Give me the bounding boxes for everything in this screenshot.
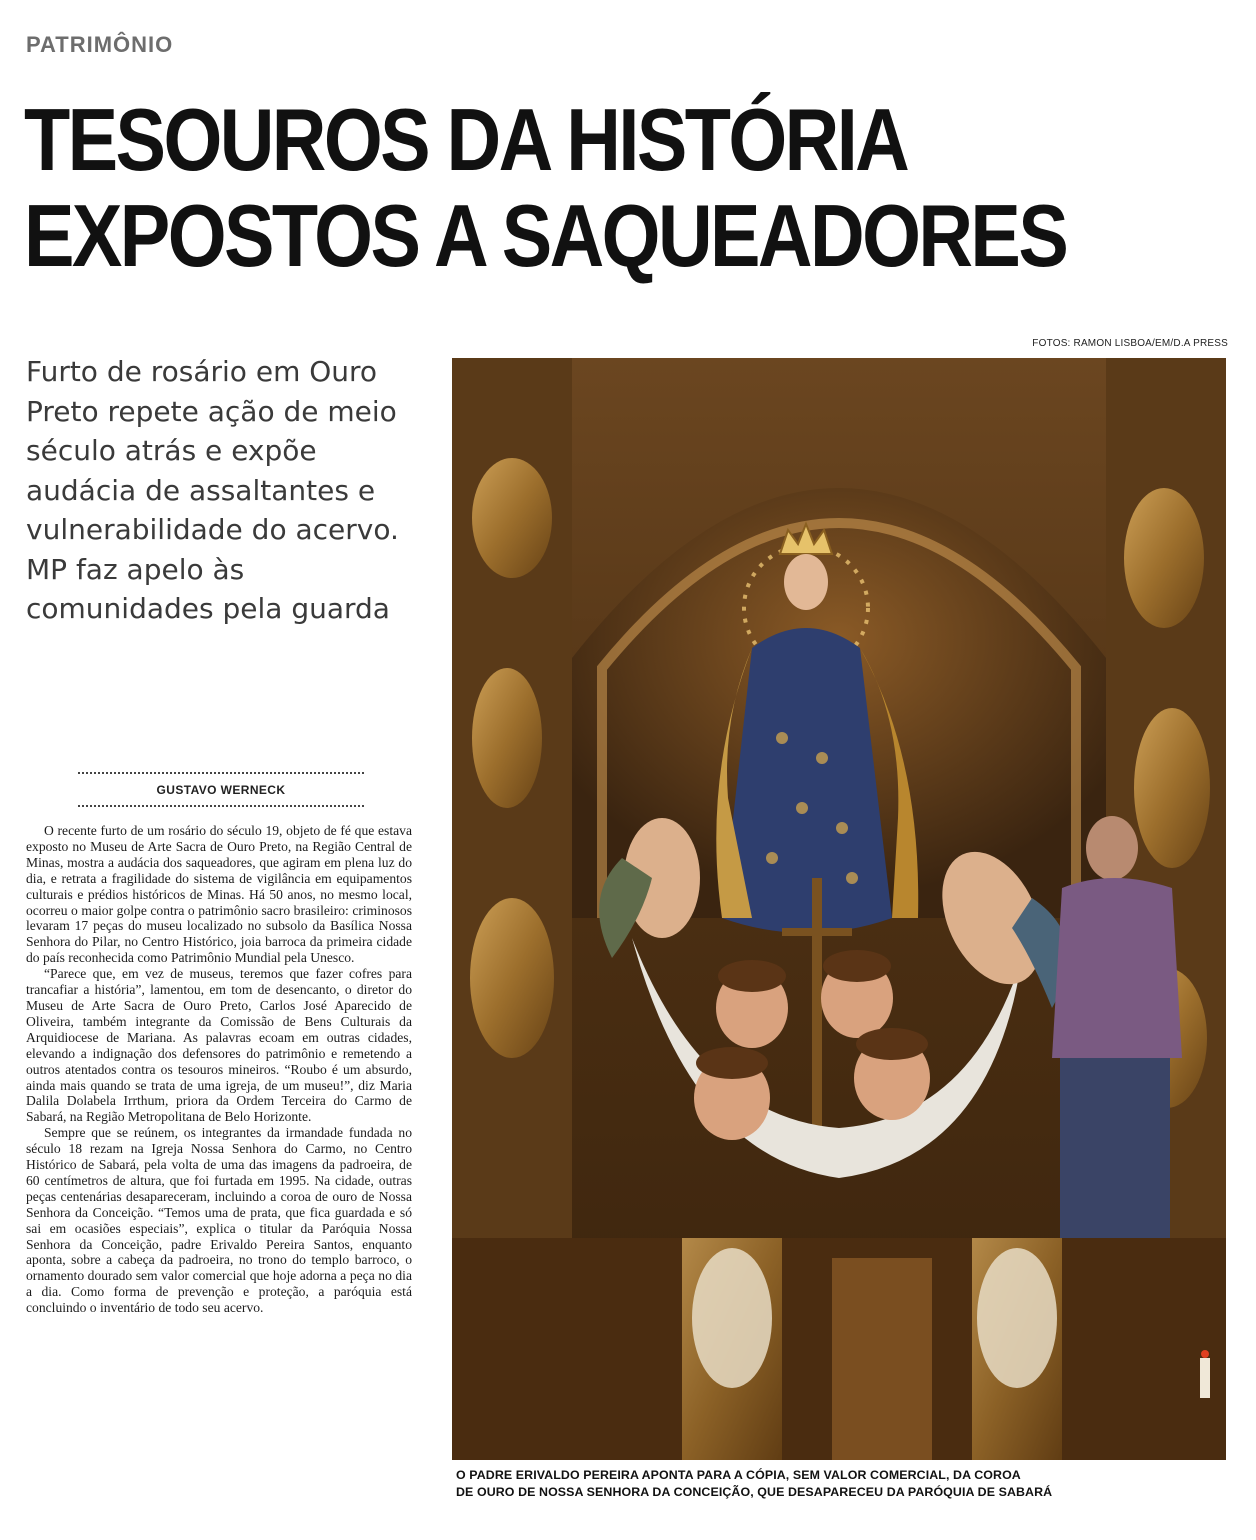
altar-photo (452, 358, 1226, 1460)
body-paragraph-3: Sempre que se reúnem, os integrantes da irmandade fundada no século 18 rezam na Igreja Nossa Senhora do Carmo, no Centro Histórico de Sabará, pela volta de uma das imagens da padroeira, de 60 centímetros de altura, que foi furtada em 1995. Na cidade, outras peças centenárias desapareceram, incluindo a coroa de ouro de Nossa Senhora da Conceição. “Temos uma de prata, que fica guardada e só sai em ocasiões especiais”, explica o titular da Paróquia Nossa Senhora da Conceição, padre Erivaldo Pereira Santos, enquanto aponta, sobre a cabeça da padroeira, no trono do templo barroco, o ornamento dourado sem valor comercial que hoje adorna a peça no dia a dia. Como forma de prevenção e proteção, a paróquia está concluindo o inventário de todo seu acervo. (26, 1125, 412, 1316)
caption-line-1: O PADRE ERIVALDO PEREIRA APONTA PARA A CÓPIA, SEM VALOR COMERCIAL, DA COROA (456, 1468, 1021, 1482)
photo-credit: FOTOS: RAMON LISBOA/EM/D.A PRESS (1032, 338, 1228, 349)
deck-summary: Furto de rosário em Ouro Preto repete ação de meio século atrás e expõe audácia de assaltantes e vulnerabilidade do acervo. MP faz apelo às comunidades pela guarda (26, 355, 399, 625)
caption-line-2: DE OURO DE NOSSA SENHORA DA CONCEIÇÃO, QUE DESAPARECEU DA PARÓQUIA DE SABARÁ (456, 1485, 1053, 1499)
altar-photo-illustration (452, 358, 1226, 1460)
byline-box (78, 772, 364, 807)
body-paragraph-2: “Parece que, em vez de museus, teremos que fazer cofres para trancafiar a história”, lamentou, em tom de desencanto, o diretor do Museu de Arte Sacra de Ouro Preto, Carlos José Aparecido de Oliveira, também integrante da Comissão de Bens Culturais da Arquidiocese de Mariana. As palavras ecoam em outras cidades, elevando a indignação dos defensores do patrimônio e remetendo a outros atentados contra os tesouros mineiros. “Roubo é um absurdo, ainda mais quando se trata de uma igreja, de um museu!”, diz Maria Dalila Dolabela Irrthum, priora da Ordem Terceira do Carmo de Sabará, na Região Metropolitana de Belo Horizonte. (26, 966, 412, 1125)
photo-caption (456, 1467, 1236, 1501)
headline-line-1: TESOUROS DA HISTÓRIA (24, 90, 908, 189)
byline-author: GUSTAVO WERNECK (156, 783, 286, 797)
headline-line-2: EXPOSTOS A SAQUEADORES (24, 186, 1067, 285)
headline (24, 90, 1067, 285)
section-label: PATRIMÔNIO (26, 32, 174, 57)
article-body (26, 823, 412, 1316)
body-paragraph-1: O recente furto de um rosário do século 19, objeto de fé que estava exposto no Museu de Arte Sacra de Ouro Preto, na Região Central de Minas, mostra a audácia dos saqueadores, que agiram em plena luz do dia, e retrata a fragilidade do sistema de vigilância em equipamentos culturais e prédios históricos de Minas. Há 50 anos, no mesmo local, ocorreu o maior golpe contra o patrimônio sacro brasileiro: criminosos levaram 17 peças do museu localizado no subsolo da Basílica Nossa Senhora do Pilar, no Centro Histórico, joia barroca da primeira cidade do país reconhecida como Patrimônio Mundial pela Unesco. (26, 823, 412, 966)
